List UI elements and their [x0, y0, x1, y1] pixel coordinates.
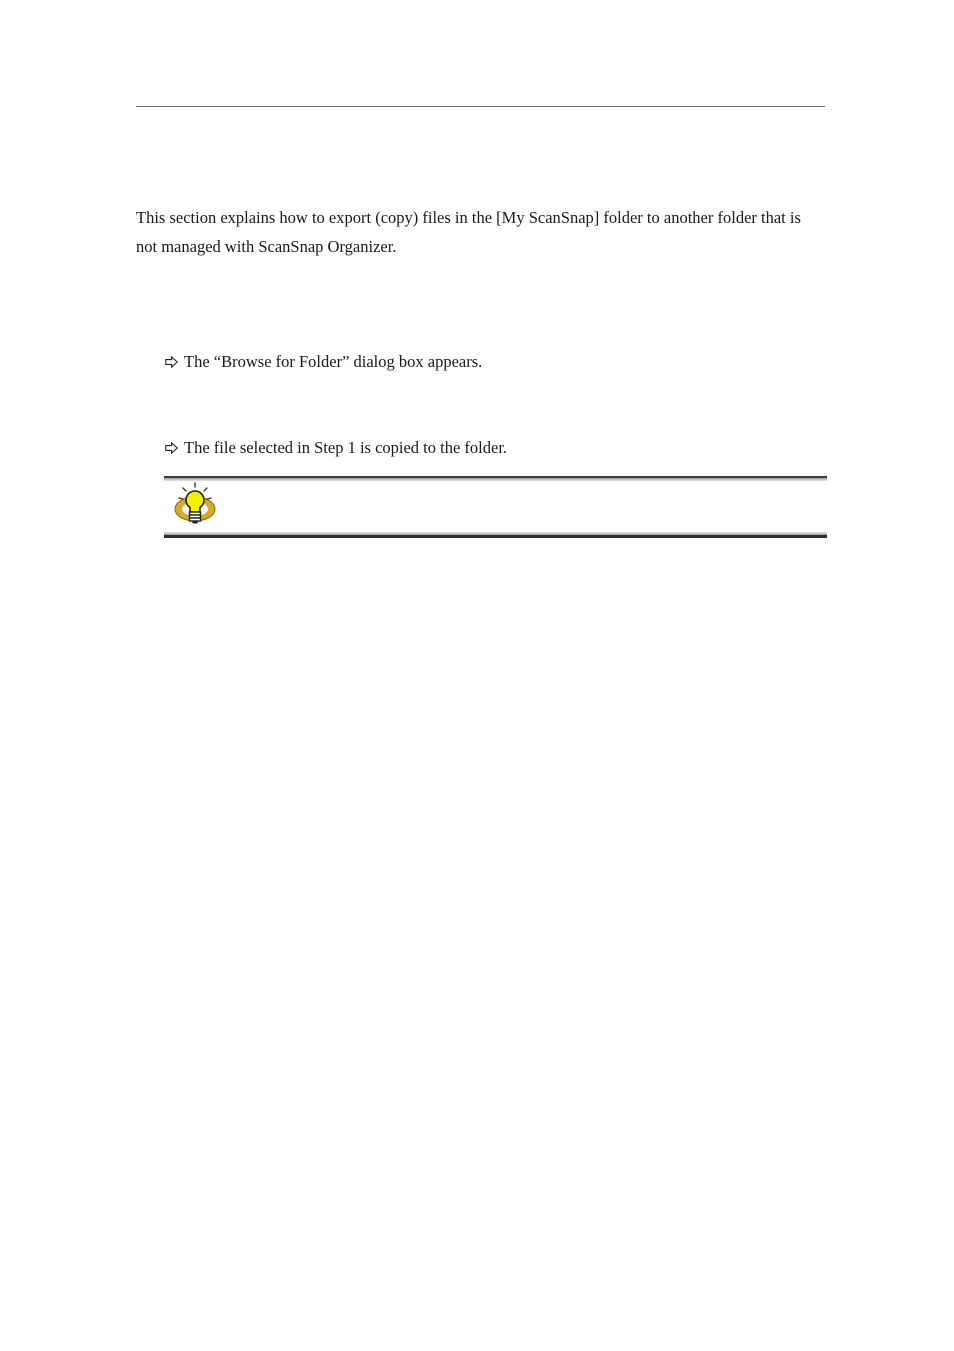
hint-bottom-rule — [164, 535, 827, 538]
intro-paragraph: This section explains how to export (copy) files in the [My ScanSnap] folder to another folder that is not managed with ScanSnap Organizer. — [136, 208, 801, 256]
result-line — [165, 352, 482, 373]
result-line — [165, 438, 507, 459]
hint-top-shade — [164, 478, 827, 481]
lightbulb-icon — [172, 481, 218, 527]
hint-box — [164, 476, 827, 538]
result-arrow-icon — [165, 353, 178, 373]
result-text: The “Browse for Folder” dialog box appears. — [184, 352, 483, 371]
header-divider — [136, 106, 825, 107]
result-text: The file selected in Step 1 is copied to the folder. — [184, 438, 508, 457]
result-arrow-icon — [165, 439, 178, 459]
